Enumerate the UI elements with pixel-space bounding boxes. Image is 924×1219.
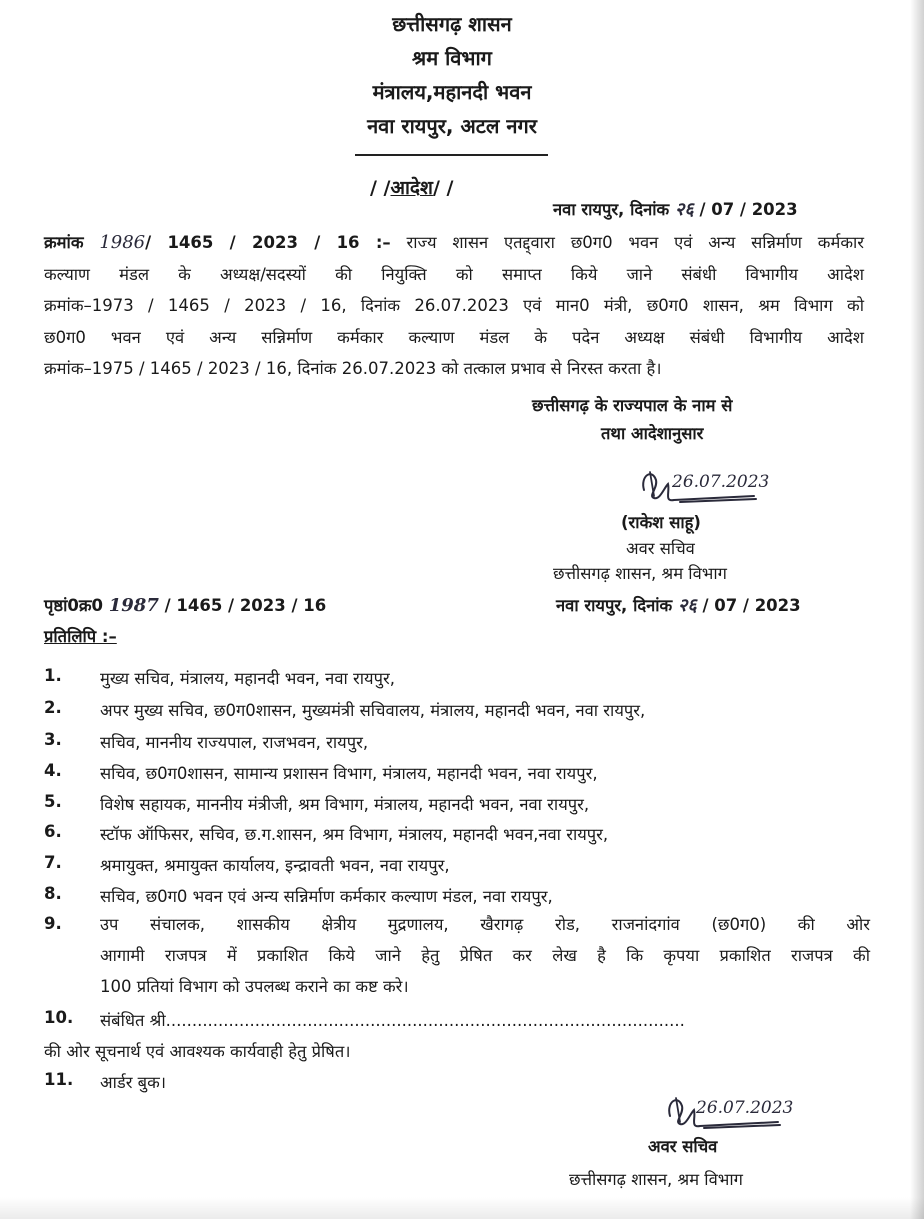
list-item-text: सचिव, छ0ग0 भवन एवं अन्य सन्निर्माण कर्मकार कल्याण मंडल, नवा रायपुर,: [100, 887, 553, 906]
list-item-number: 4.: [44, 761, 62, 780]
list-item-number: 2.: [44, 698, 62, 717]
signatory-2-department: छत्तीसगढ़ शासन, श्रम विभाग: [569, 1170, 743, 1189]
order-title-label: आदेश: [390, 177, 433, 199]
list-item-text: [100, 909, 870, 1002]
order-line-2: कल्याण मंडल के अध्यक्ष/सदस्यों की नियुक्ति को समाप्त किये जाने संबंधी विभागीय आदेश: [44, 264, 864, 284]
order-date-rest: / 07 / 2023: [699, 200, 798, 219]
order-paragraph: [44, 227, 864, 385]
endorsement-rest: / 1465 / 2023 / 16: [164, 596, 327, 615]
kramank-handwritten: 1986: [99, 232, 146, 253]
list-item-number: 7.: [44, 853, 62, 872]
endorsement-date: [556, 593, 801, 617]
signature-2-date: 26.07.2023: [696, 1098, 794, 1118]
signature-2: [660, 1088, 810, 1138]
list-item-text: मुख्य सचिव, मंत्रालय, महानदी भवन, नवा रायपुर,: [100, 669, 395, 688]
header-department: श्रम विभाग: [412, 46, 492, 70]
list-item-number: 10.: [44, 1008, 74, 1027]
signatory-name: (राकेश साहू): [621, 513, 701, 532]
order-date-day: २६: [674, 199, 694, 220]
list-item-number: 8.: [44, 884, 62, 903]
order-date: [553, 197, 798, 221]
signature-1: [634, 462, 784, 512]
header-divider: [355, 154, 548, 156]
kramank-rest: / 1465 / 2023 / 16 :–: [145, 233, 391, 252]
page-bottom-shadow: [0, 1197, 924, 1219]
authority-line-1: छत्तीसगढ़ के राज्यपाल के नाम से: [532, 396, 733, 415]
list-item-number: 3.: [44, 730, 62, 749]
order-date-label: नवा रायपुर, दिनांक: [553, 200, 670, 219]
order-line-1: [44, 227, 864, 259]
page-edge-shadow: [910, 0, 924, 1219]
signatory-department: छत्तीसगढ़ शासन, श्रम विभाग: [553, 564, 727, 583]
endorsement-handwritten: 1987: [108, 595, 159, 616]
kramank-label: क्रमांक: [44, 233, 84, 252]
endorsement-number: [44, 593, 326, 616]
endorsement-label: पृष्ठां0क्र0: [44, 596, 103, 615]
header-building: मंत्रालय,महानदी भवन: [372, 80, 532, 104]
forward-note: की ओर सूचनार्थ एवं आवश्यक कार्यवाही हेतु प्रेषित।: [44, 1042, 351, 1061]
signatory-designation: अवर सचिव: [626, 539, 695, 558]
list-item-text: अपर मुख्य सचिव, छ0ग0शासन, मुख्यमंत्री सचिवालय, मंत्रालय, महानदी भवन, नवा रायपुर,: [100, 701, 646, 720]
header-city: नवा रायपुर, अटल नगर: [367, 114, 537, 138]
list-item-text: श्रमायुक्त, श्रमायुक्त कार्यालय, इन्द्रावती भवन, नवा रायपुर,: [100, 856, 450, 875]
list-item-9-line-3: 100 प्रतियां विभाग को उपलब्ध कराने का कष्ट करे।: [100, 977, 409, 996]
list-item-number: 6.: [44, 822, 62, 841]
list-item-number: 9.: [44, 914, 62, 933]
list-item-number: 5.: [44, 792, 62, 811]
signature-1-date: 26.07.2023: [672, 472, 770, 492]
list-item-text: विशेष सहायक, माननीय मंत्रीजी, श्रम विभाग, मंत्रालय, महानदी भवन, नवा रायपुर,: [100, 795, 590, 814]
header-government: छत्तीसगढ़ शासन: [392, 12, 512, 36]
endorsement-date-rest: / 07 / 2023: [702, 596, 801, 615]
list-item-9-line-1: उप संचालक, शासकीय क्षेत्रीय मुद्रणालय, खैरागढ़ रोड, राजनांदगांव (छ0ग0) की ओर: [100, 915, 870, 934]
copy-heading: प्रतिलिपि :–: [44, 627, 117, 646]
list-item-text: सचिव, माननीय राज्यपाल, राजभवन, रायपुर,: [100, 733, 369, 752]
list-item-number: 11.: [44, 1070, 74, 1089]
order-line-3: क्रमांक–1973 / 1465 / 2023 / 16, दिनांक 26.07.2023 एवं मान0 मंत्री, छ0ग0 शासन, श्रम विभाग को: [44, 296, 864, 315]
list-item-text: संबंधित श्री...................................................................................................: [100, 1011, 685, 1030]
endorsement-date-day: २६: [677, 595, 697, 616]
list-item-text: स्टॉफ ऑफिसर, सचिव, छ.ग.शासन, श्रम विभाग, मंत्रालय, महानदी भवन,नवा रायपुर,: [100, 825, 609, 844]
authority-line-2: तथा आदेशानुसार: [601, 424, 704, 443]
order-line-5: क्रमांक–1975 / 1465 / 2023 / 16, दिनांक 26.07.2023 को तत्काल प्रभाव से निरस्त करता है।: [44, 359, 662, 378]
signatory-2-designation: अवर सचिव: [648, 1137, 718, 1156]
order-title-prefix: / /: [370, 177, 391, 199]
list-item-text: आर्डर बुक।: [100, 1073, 167, 1092]
list-item-number: 1.: [44, 666, 62, 685]
list-item-text: सचिव, छ0ग0शासन, सामान्य प्रशासन विभाग, मंत्रालय, महानदी भवन, नवा रायपुर,: [100, 764, 598, 783]
order-title: [370, 174, 453, 200]
order-text-1: राज्य शासन एतद्द्वारा छ0ग0 भवन एवं अन्य सन्निर्माण कर्मकार: [406, 233, 865, 252]
order-line-4: छ0ग0 भवन एवं अन्य सन्निर्माण कर्मकार कल्याण मंडल के पदेन अध्यक्ष संबंधी विभागीय आदेश: [44, 327, 864, 347]
order-title-suffix: / /: [432, 177, 454, 199]
list-item-9-line-2: आगामी राजपत्र में प्रकाशित किये जाने हेतु प्रेषित कर लेख है कि कृपया प्रकाशित राजपत्र की: [100, 946, 870, 965]
endorsement-date-label: नवा रायपुर, दिनांक: [556, 596, 673, 615]
